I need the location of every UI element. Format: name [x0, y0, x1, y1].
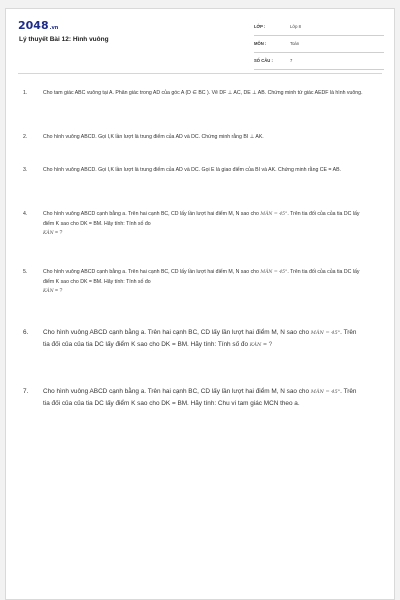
question-number: 1. — [23, 90, 28, 96]
angle-formula: MÂN = 45° — [310, 389, 341, 395]
question-text-part-a: Cho hình vuông ABCD cạnh bằng a. Trên hai cạnh BC, CD lấy lần lượt hai điểm M, N sao cho — [43, 329, 310, 336]
question-text — [43, 327, 363, 351]
question-text-part-a: Cho hình vuông ABCD cạnh bằng a. Trên hai cạnh BC, CD lấy lần lượt hai điểm M, N sao cho — [43, 269, 259, 275]
meta-label-count: SỐ CÂU : — [254, 58, 273, 63]
worksheet-page — [5, 8, 395, 600]
logo-suffix: .vn — [49, 25, 59, 31]
question-number: 4. — [23, 211, 28, 217]
meta-value-class: Lớp 8 — [290, 24, 301, 29]
meta-row-class — [254, 21, 384, 36]
question-2 — [23, 133, 363, 143]
angle-formula: KÂN — [249, 342, 262, 348]
question-tail: = ? — [55, 230, 63, 236]
question-text: Cho hình vuông ABCD. Gọi I,K lần lượt là trung điểm của AD và DC. Gọi E là giao điểm của BI và AK. Chứng minh rằng CE = AB. — [43, 167, 341, 173]
logo-text: 2048 — [18, 19, 49, 32]
question-number: 5. — [23, 269, 28, 275]
question-tail: = ? — [55, 288, 63, 294]
question-5 — [23, 268, 363, 297]
question-text-part-b: . Trên tia đối của của tia DC lấy điểm K sao cho DK = BM. Hãy tính: Tính số đo — [43, 269, 360, 285]
question-text-part-a: Cho hình vuông ABCD cạnh bằng a. Trên hai cạnh BC, CD lấy lần lượt hai điểm M, N sao cho — [43, 211, 259, 217]
question-7 — [23, 386, 363, 409]
question-number: 6. — [23, 329, 29, 336]
meta-label-subject: MÔN : — [254, 41, 267, 46]
angle-formula: MÂN = 45° — [260, 270, 288, 275]
question-text-part-a: Cho hình vuông ABCD cạnh bằng a. Trên hai cạnh BC, CD lấy lần lượt hai điểm M, N sao cho — [43, 388, 310, 395]
page-title: Lý thuyết Bài 12: Hình vuông — [19, 36, 109, 43]
question-text-part-b: . Trên tia đối của của tia DC lấy điểm K sao cho DK = BM. Hãy tính: Chu vi tam giác MCN theo a. — [43, 388, 357, 407]
question-6 — [23, 327, 363, 351]
question-text: Cho tam giác ABC vuông tại A. Phân giác trong AD của góc A (D ∈ BC ). Vẽ DF ⊥ AC, DE ⊥ AB. Chứng minh tứ giác AEDF là hình vuông. — [43, 90, 363, 96]
meta-info — [254, 21, 384, 72]
meta-row-count — [254, 55, 384, 70]
meta-label-class: LỚP : — [254, 24, 266, 29]
question-text-part-b: . Trên tia đối của của tia DC lấy điểm K sao cho DK = BM. Hãy tính: Tính số đo — [43, 211, 360, 227]
question-text — [43, 386, 363, 409]
question-text-part-b: . Trên tia đối của của tia DC lấy điểm K sao cho DK = BM. Hãy tính: Tính số đo — [43, 329, 357, 348]
angle-formula: KÂN — [43, 289, 54, 294]
meta-value-subject: Toán — [290, 41, 300, 46]
question-3 — [23, 166, 363, 176]
question-text: Cho hình vuông ABCD. Gọi I,K lần lượt là trung điểm của AD và DC. Chứng minh rằng BI ⊥ AK. — [43, 134, 264, 140]
question-number: 2. — [23, 134, 28, 140]
question-4 — [23, 210, 363, 239]
question-text — [43, 268, 363, 297]
meta-value-count: 7 — [290, 58, 293, 63]
question-tail: = ? — [263, 341, 273, 348]
angle-formula: KÂN — [43, 231, 54, 236]
meta-row-subject — [254, 38, 384, 53]
question-text — [43, 210, 363, 239]
question-number: 7. — [23, 388, 29, 395]
question-number: 3. — [23, 167, 28, 173]
question-1 — [23, 89, 363, 99]
header-divider — [18, 73, 382, 74]
site-logo[interactable] — [18, 19, 58, 32]
angle-formula: MÂN = 45° — [260, 212, 288, 217]
angle-formula: MÂN = 45° — [310, 330, 341, 336]
